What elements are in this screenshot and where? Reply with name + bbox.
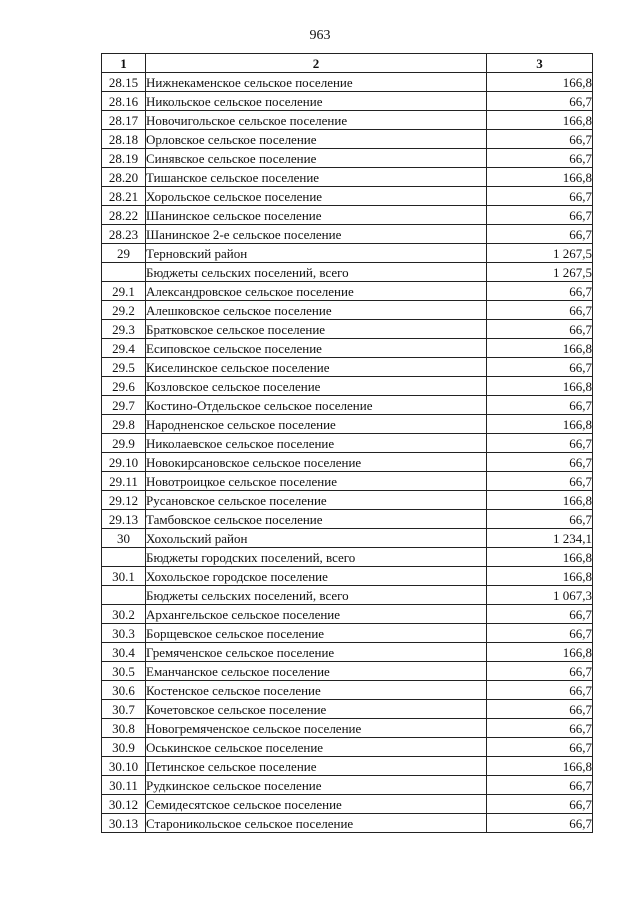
row-value-cell: 1 234,1 <box>487 529 593 548</box>
row-name-cell: Хохольское городское поселение <box>146 567 487 586</box>
row-number-cell: 29.5 <box>102 358 146 377</box>
row-number-cell: 29.12 <box>102 491 146 510</box>
row-number-cell: 29.9 <box>102 434 146 453</box>
row-number-cell: 29 <box>102 244 146 263</box>
row-value-cell: 166,8 <box>487 643 593 662</box>
table-row <box>102 73 593 92</box>
row-name-cell: Бюджеты сельских поселений, всего <box>146 263 487 282</box>
row-name-cell: Синявское сельское поселение <box>146 149 487 168</box>
row-value-cell: 1 267,5 <box>487 244 593 263</box>
row-name-cell: Костино-Отдельское сельское поселение <box>146 396 487 415</box>
row-name-cell: Братковское сельское поселение <box>146 320 487 339</box>
row-name-cell: Николаевское сельское поселение <box>146 434 487 453</box>
row-name-cell: Киселинское сельское поселение <box>146 358 487 377</box>
budget-table <box>101 53 593 833</box>
table-row <box>102 700 593 719</box>
row-value-cell: 166,8 <box>487 111 593 130</box>
row-name-cell: Тишанское сельское поселение <box>146 168 487 187</box>
row-number-cell: 30.6 <box>102 681 146 700</box>
row-name-cell: Староникольское сельское поселение <box>146 814 487 833</box>
row-number-cell: 28.19 <box>102 149 146 168</box>
row-value-cell: 66,7 <box>487 624 593 643</box>
table-row <box>102 738 593 757</box>
row-number-cell <box>102 548 146 567</box>
table-row <box>102 415 593 434</box>
table-row <box>102 263 593 282</box>
row-name-cell: Русановское сельское поселение <box>146 491 487 510</box>
row-name-cell: Гремяченское сельское поселение <box>146 643 487 662</box>
column-header-name: 2 <box>146 54 487 73</box>
column-header-value: 3 <box>487 54 593 73</box>
row-number-cell: 28.16 <box>102 92 146 111</box>
row-value-cell: 66,7 <box>487 510 593 529</box>
row-value-cell: 66,7 <box>487 814 593 833</box>
table-row <box>102 719 593 738</box>
row-name-cell: Народненское сельское поселение <box>146 415 487 434</box>
row-name-cell: Алешковское сельское поселение <box>146 301 487 320</box>
row-name-cell: Шанинское 2-е сельское поселение <box>146 225 487 244</box>
row-number-cell: 30.4 <box>102 643 146 662</box>
row-name-cell: Хорольское сельское поселение <box>146 187 487 206</box>
row-value-cell: 66,7 <box>487 149 593 168</box>
row-number-cell: 29.8 <box>102 415 146 434</box>
table-row <box>102 586 593 605</box>
row-value-cell: 66,7 <box>487 301 593 320</box>
row-value-cell: 66,7 <box>487 225 593 244</box>
row-number-cell: 29.3 <box>102 320 146 339</box>
row-name-cell: Семидесятское сельское поселение <box>146 795 487 814</box>
row-value-cell: 1 067,3 <box>487 586 593 605</box>
table-row <box>102 377 593 396</box>
row-number-cell: 30.12 <box>102 795 146 814</box>
row-value-cell: 166,8 <box>487 339 593 358</box>
row-number-cell: 30.7 <box>102 700 146 719</box>
row-name-cell: Еманчанское сельское поселение <box>146 662 487 681</box>
table-row <box>102 472 593 491</box>
row-number-cell: 30.9 <box>102 738 146 757</box>
row-value-cell: 66,7 <box>487 662 593 681</box>
row-number-cell: 29.4 <box>102 339 146 358</box>
table-row <box>102 662 593 681</box>
row-value-cell: 66,7 <box>487 453 593 472</box>
header-row <box>102 54 593 73</box>
table-row <box>102 320 593 339</box>
table-row <box>102 187 593 206</box>
row-name-cell: Петинское сельское поселение <box>146 757 487 776</box>
row-name-cell: Борщевское сельское поселение <box>146 624 487 643</box>
table-row <box>102 757 593 776</box>
table-row <box>102 491 593 510</box>
table-row <box>102 396 593 415</box>
row-name-cell: Бюджеты городских поселений, всего <box>146 548 487 567</box>
row-number-cell: 30.3 <box>102 624 146 643</box>
row-value-cell: 66,7 <box>487 472 593 491</box>
table-row <box>102 434 593 453</box>
row-name-cell: Кочетовское сельское поселение <box>146 700 487 719</box>
page-number: 963 <box>309 28 331 43</box>
row-name-cell: Новочигольское сельское поселение <box>146 111 487 130</box>
table-row <box>102 111 593 130</box>
table-row <box>102 529 593 548</box>
row-number-cell: 28.22 <box>102 206 146 225</box>
table-row <box>102 567 593 586</box>
row-value-cell: 66,7 <box>487 92 593 111</box>
row-value-cell: 66,7 <box>487 719 593 738</box>
row-number-cell: 30.2 <box>102 605 146 624</box>
table-row <box>102 624 593 643</box>
row-name-cell: Терновский район <box>146 244 487 263</box>
table-row <box>102 795 593 814</box>
row-value-cell: 66,7 <box>487 738 593 757</box>
table-row <box>102 358 593 377</box>
row-number-cell: 28.20 <box>102 168 146 187</box>
row-number-cell: 29.2 <box>102 301 146 320</box>
row-name-cell: Есиповское сельское поселение <box>146 339 487 358</box>
row-value-cell: 66,7 <box>487 187 593 206</box>
row-name-cell: Новокирсановское сельское поселение <box>146 453 487 472</box>
row-value-cell: 66,7 <box>487 130 593 149</box>
row-number-cell: 30.13 <box>102 814 146 833</box>
row-name-cell: Новогремяченское сельское поселение <box>146 719 487 738</box>
row-number-cell: 30.1 <box>102 567 146 586</box>
table-row <box>102 548 593 567</box>
table-row <box>102 149 593 168</box>
table-row <box>102 681 593 700</box>
table-row <box>102 92 593 111</box>
table-row <box>102 776 593 795</box>
column-header-number: 1 <box>102 54 146 73</box>
row-value-cell: 66,7 <box>487 396 593 415</box>
row-value-cell: 66,7 <box>487 358 593 377</box>
row-name-cell: Бюджеты сельских поселений, всего <box>146 586 487 605</box>
row-number-cell: 28.17 <box>102 111 146 130</box>
table-row <box>102 168 593 187</box>
row-number-cell: 30.10 <box>102 757 146 776</box>
row-name-cell: Нижнекаменское сельское поселение <box>146 73 487 92</box>
table-row <box>102 301 593 320</box>
row-number-cell: 28.23 <box>102 225 146 244</box>
row-value-cell: 1 267,5 <box>487 263 593 282</box>
row-number-cell: 30.8 <box>102 719 146 738</box>
row-number-cell: 28.21 <box>102 187 146 206</box>
row-value-cell: 66,7 <box>487 434 593 453</box>
row-name-cell: Александровское сельское поселение <box>146 282 487 301</box>
row-value-cell: 166,8 <box>487 415 593 434</box>
row-number-cell: 28.18 <box>102 130 146 149</box>
row-number-cell: 29.11 <box>102 472 146 491</box>
row-value-cell: 66,7 <box>487 206 593 225</box>
row-number-cell <box>102 263 146 282</box>
row-number-cell: 29.6 <box>102 377 146 396</box>
row-name-cell: Шанинское сельское поселение <box>146 206 487 225</box>
row-value-cell: 166,8 <box>487 548 593 567</box>
table-row <box>102 453 593 472</box>
table-row <box>102 282 593 301</box>
row-number-cell: 29.7 <box>102 396 146 415</box>
row-value-cell: 66,7 <box>487 605 593 624</box>
row-name-cell: Оськинское сельское поселение <box>146 738 487 757</box>
table-body <box>102 73 593 833</box>
table-row <box>102 643 593 662</box>
row-name-cell: Тамбовское сельское поселение <box>146 510 487 529</box>
row-number-cell: 30.11 <box>102 776 146 795</box>
row-value-cell: 66,7 <box>487 700 593 719</box>
table-row <box>102 339 593 358</box>
table-row <box>102 510 593 529</box>
row-value-cell: 66,7 <box>487 320 593 339</box>
row-number-cell: 29.10 <box>102 453 146 472</box>
row-name-cell: Рудкинское сельское поселение <box>146 776 487 795</box>
row-name-cell: Хохольский район <box>146 529 487 548</box>
row-value-cell: 166,8 <box>487 168 593 187</box>
row-number-cell: 29.13 <box>102 510 146 529</box>
row-number-cell <box>102 586 146 605</box>
row-value-cell: 66,7 <box>487 282 593 301</box>
row-value-cell: 66,7 <box>487 681 593 700</box>
table-row <box>102 225 593 244</box>
row-number-cell: 30.5 <box>102 662 146 681</box>
table-row <box>102 206 593 225</box>
row-name-cell: Архангельское сельское поселение <box>146 605 487 624</box>
table-row <box>102 244 593 263</box>
row-value-cell: 166,8 <box>487 567 593 586</box>
row-number-cell: 30 <box>102 529 146 548</box>
row-value-cell: 166,8 <box>487 73 593 92</box>
row-value-cell: 66,7 <box>487 795 593 814</box>
table-row <box>102 814 593 833</box>
row-value-cell: 66,7 <box>487 776 593 795</box>
row-value-cell: 166,8 <box>487 757 593 776</box>
row-value-cell: 166,8 <box>487 377 593 396</box>
row-name-cell: Костенское сельское поселение <box>146 681 487 700</box>
row-name-cell: Орловское сельское поселение <box>146 130 487 149</box>
table-row <box>102 130 593 149</box>
table-row <box>102 605 593 624</box>
row-name-cell: Новотроицкое сельское поселение <box>146 472 487 491</box>
row-name-cell: Козловское сельское поселение <box>146 377 487 396</box>
row-number-cell: 28.15 <box>102 73 146 92</box>
row-number-cell: 29.1 <box>102 282 146 301</box>
row-value-cell: 166,8 <box>487 491 593 510</box>
row-name-cell: Никольское сельское поселение <box>146 92 487 111</box>
